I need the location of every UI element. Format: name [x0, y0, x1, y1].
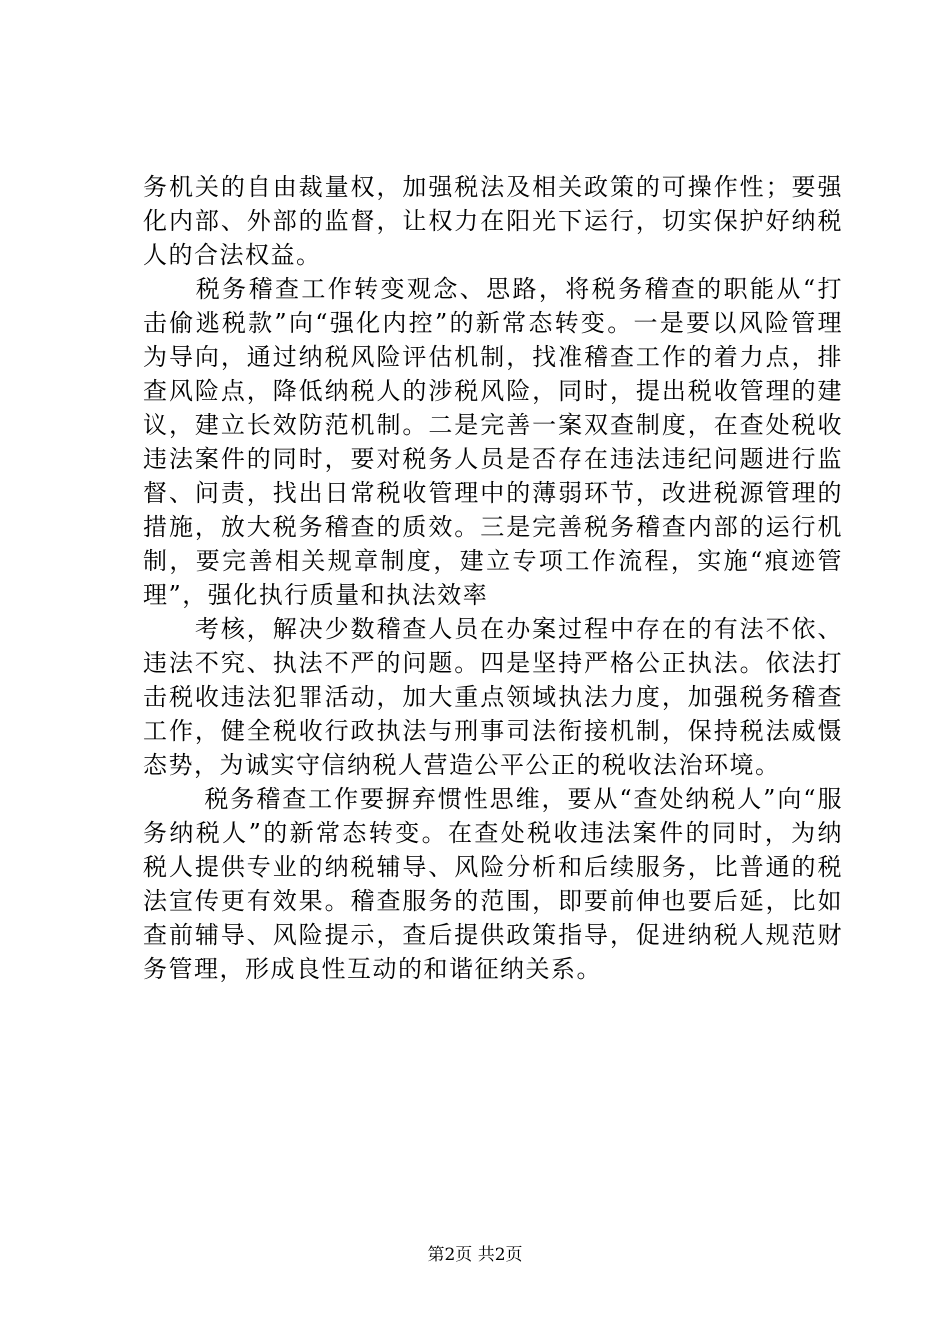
page-number-footer: 第2页 共2页: [427, 1245, 523, 1265]
document-body: [143, 170, 843, 986]
paragraph-3: 考核，解决少数稽查人员在办案过程中存在的有法不依、违法不究、执法不严的问题。四是坚持严格公正执法。依法打击税收违法犯罪活动，加大重点领域执法力度，加强税务稽查工作，健全税收行政执法与刑事司法衔接机制，保持税法威慑态势，为诚实守信纳税人营造公平公正的税收法治环境。: [143, 615, 843, 779]
paragraph-1: 务机关的自由裁量权，加强税法及相关政策的可操作性；要强化内部、外部的监督，让权力在阳光下运行，切实保护好纳税人的合法权益。: [143, 173, 843, 269]
paragraph-2: 税务稽查工作转变观念、思路，将税务稽查的职能从“打击偷逃税款”向“强化内控”的新常态转变。一是要以风险管理为导向，通过纳税风险评估机制，找准稽查工作的着力点，排查风险点，降低纳税人的涉税风险，同时，提出税收管理的建议，建立长效防范机制。二是完善一案双查制度，在查处税收违法案件的同时，要对税务人员是否存在违法违纪问题进行监督、问责，找出日常税收管理中的薄弱环节，改进税源管理的措施，放大税务稽查的质效。三是完善税务稽查内部的运行机制，要完善相关规章制度，建立专项工作流程，实施“痕迹管理”，强化执行质量和执法效率: [143, 275, 843, 609]
paragraph-4: 税务稽查工作要摒弃惯性思维，要从“查处纳税人”向“服务纳税人”的新常态转变。在查处税收违法案件的同时，为纳税人提供专业的纳税辅导、风险分析和后续服务，比普通的税法宣传更有效果。稽查服务的范围，即要前伸也要后延，比如查前辅导、风险提示，查后提供政策指导，促进纳税人规范财务管理，形成良性互动的和谐征纳关系。: [143, 785, 843, 983]
